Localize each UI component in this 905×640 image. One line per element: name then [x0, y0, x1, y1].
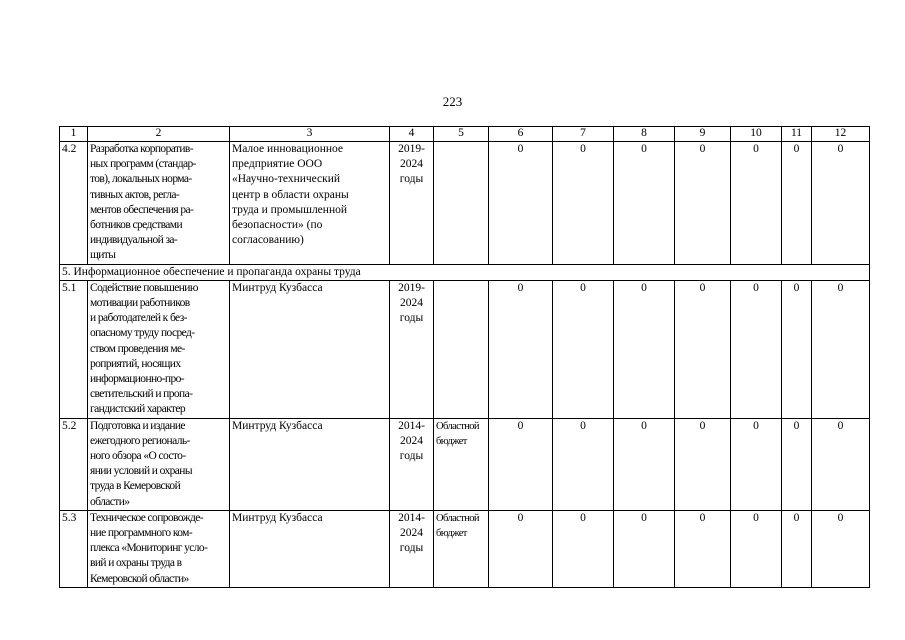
- row-value: 0: [553, 280, 614, 418]
- column-header-row: [60, 127, 870, 142]
- table-row: [60, 510, 870, 587]
- row-value: 0: [782, 510, 812, 587]
- row-period: [390, 510, 434, 587]
- activity-name-line: области»: [90, 495, 130, 508]
- activity-name-line: ного обзора «О состо-: [90, 450, 186, 463]
- row-executor: [230, 280, 390, 418]
- activity-name-line: Техническое сопровожде-: [90, 511, 204, 524]
- activity-name-line: роприятий, носящих: [90, 357, 181, 370]
- period-line: годы: [399, 542, 424, 555]
- column-header: 6: [489, 127, 553, 142]
- activity-name-line: информационно-про-: [90, 373, 185, 386]
- period-line: годы: [399, 312, 424, 325]
- row-funding-source: [434, 142, 489, 265]
- row-activity-name: [88, 280, 230, 418]
- activity-name-line: и работодателей к без-: [90, 312, 187, 325]
- activity-name-line: мотивации работников: [90, 297, 190, 310]
- row-value: 0: [675, 418, 731, 510]
- row-value: 0: [553, 142, 614, 265]
- activity-name-line: ных программ (стандар-: [90, 158, 196, 171]
- column-header: 7: [553, 127, 614, 142]
- column-header: 8: [614, 127, 675, 142]
- activity-name-line: тивных актов, регла-: [90, 188, 180, 201]
- row-value: 0: [489, 510, 553, 587]
- executor-line: Минтруд Кузбасса: [232, 419, 323, 432]
- row-value: 0: [731, 418, 782, 510]
- row-value: 0: [489, 142, 553, 265]
- period-line: 2024: [400, 434, 423, 447]
- period-line: 2024: [400, 158, 423, 171]
- activity-name-line: плекса «Мониторинг усло-: [90, 542, 208, 555]
- page-number: 223: [442, 94, 463, 109]
- activity-name-line: Разработка корпоратив-: [90, 143, 193, 155]
- table-row: [60, 142, 870, 265]
- period-line: годы: [399, 173, 424, 186]
- executor-line: согласованию): [232, 234, 304, 247]
- period-line: 2014-: [398, 419, 425, 432]
- activity-name-line: светительский и пропа-: [90, 388, 193, 401]
- row-activity-name: [88, 142, 230, 265]
- executor-line: безопасности» (по: [232, 219, 323, 232]
- column-header: 5: [434, 127, 489, 142]
- row-period: [390, 418, 434, 510]
- activity-name-line: ством проведения ме-: [90, 342, 185, 355]
- row-funding-source: [434, 280, 489, 418]
- program-table: [59, 126, 870, 588]
- row-id: 5.3: [60, 510, 88, 587]
- activity-name-line: ботников средствами: [90, 219, 183, 232]
- executor-line: «Научно-технический: [232, 173, 341, 186]
- row-funding-source: [434, 510, 489, 587]
- activity-name-line: ние программного ком-: [90, 527, 193, 540]
- row-period: [390, 280, 434, 418]
- activity-name-line: Содействие повышению: [90, 281, 198, 294]
- column-header: 11: [782, 127, 812, 142]
- section-title: 5. Информационное обеспечение и пропаганда охраны труда: [60, 264, 870, 280]
- row-id: 5.1: [60, 280, 88, 418]
- row-activity-name: [88, 510, 230, 587]
- column-header: 9: [675, 127, 731, 142]
- funding-source-line: Областной: [436, 420, 479, 432]
- activity-name-line: янии условий и охраны: [90, 465, 192, 478]
- row-value: 0: [675, 142, 731, 265]
- executor-line: предприятие ООО: [232, 158, 323, 171]
- row-value: 0: [675, 510, 731, 587]
- activity-name-line: труда в Кемеровской: [90, 480, 181, 493]
- row-id: 5.2: [60, 418, 88, 510]
- row-value: 0: [489, 418, 553, 510]
- section-row: [60, 264, 870, 280]
- column-header: 3: [230, 127, 390, 142]
- funding-source-line: Областной: [436, 512, 479, 524]
- row-value: 0: [812, 418, 870, 510]
- row-executor: [230, 418, 390, 510]
- row-value: 0: [489, 280, 553, 418]
- funding-source-line: бюджет: [436, 435, 467, 447]
- activity-name-line: опасному труду посред-: [90, 327, 195, 340]
- period-line: 2019-: [398, 143, 425, 155]
- row-value: 0: [614, 418, 675, 510]
- executor-line: Малое инновационное: [232, 143, 343, 155]
- executor-line: труда и промышленной: [232, 203, 347, 216]
- activity-name-line: тов), локальных норма-: [90, 173, 192, 186]
- period-line: 2019-: [398, 281, 425, 294]
- row-value: 0: [782, 142, 812, 265]
- column-header: 10: [731, 127, 782, 142]
- column-header: 4: [390, 127, 434, 142]
- table-body: [60, 127, 870, 588]
- row-id: 4.2: [60, 142, 88, 265]
- row-value: 0: [553, 510, 614, 587]
- funding-source-line: бюджет: [436, 528, 467, 540]
- row-value: 0: [812, 510, 870, 587]
- row-activity-name: [88, 418, 230, 510]
- activity-name-line: ментов обеспечения ра-: [90, 203, 194, 216]
- period-line: 2024: [400, 527, 423, 540]
- activity-name-line: щиты: [90, 249, 116, 262]
- column-header: 2: [88, 127, 230, 142]
- period-line: 2014-: [398, 511, 425, 524]
- row-funding-source: [434, 418, 489, 510]
- row-value: 0: [731, 510, 782, 587]
- row-value: 0: [614, 142, 675, 265]
- activity-name-line: ежегодного региональ-: [90, 434, 190, 447]
- row-value: 0: [812, 142, 870, 265]
- executor-line: центр в области охраны: [232, 188, 349, 201]
- row-value: 0: [553, 418, 614, 510]
- period-line: 2024: [400, 297, 423, 310]
- table-row: [60, 280, 870, 418]
- executor-line: Минтруд Кузбасса: [232, 281, 323, 294]
- row-value: 0: [782, 280, 812, 418]
- row-value: 0: [731, 280, 782, 418]
- activity-name-line: индивидуальной за-: [90, 234, 178, 247]
- row-value: 0: [782, 418, 812, 510]
- table-row: [60, 418, 870, 510]
- activity-name-line: Подготовка и издание: [90, 419, 185, 432]
- row-value: 0: [614, 510, 675, 587]
- row-value: 0: [731, 142, 782, 265]
- row-value: 0: [614, 280, 675, 418]
- activity-name-line: гандистский характер: [90, 403, 185, 416]
- executor-line: Минтруд Кузбасса: [232, 511, 323, 524]
- row-executor: [230, 510, 390, 587]
- activity-name-line: вий и охраны труда в: [90, 557, 182, 570]
- activity-name-line: Кемеровской области»: [90, 572, 189, 585]
- period-line: годы: [399, 450, 424, 463]
- row-period: [390, 142, 434, 265]
- column-header: 12: [812, 127, 870, 142]
- row-executor: [230, 142, 390, 265]
- row-value: 0: [675, 280, 731, 418]
- row-value: 0: [812, 280, 870, 418]
- column-header: 1: [60, 127, 88, 142]
